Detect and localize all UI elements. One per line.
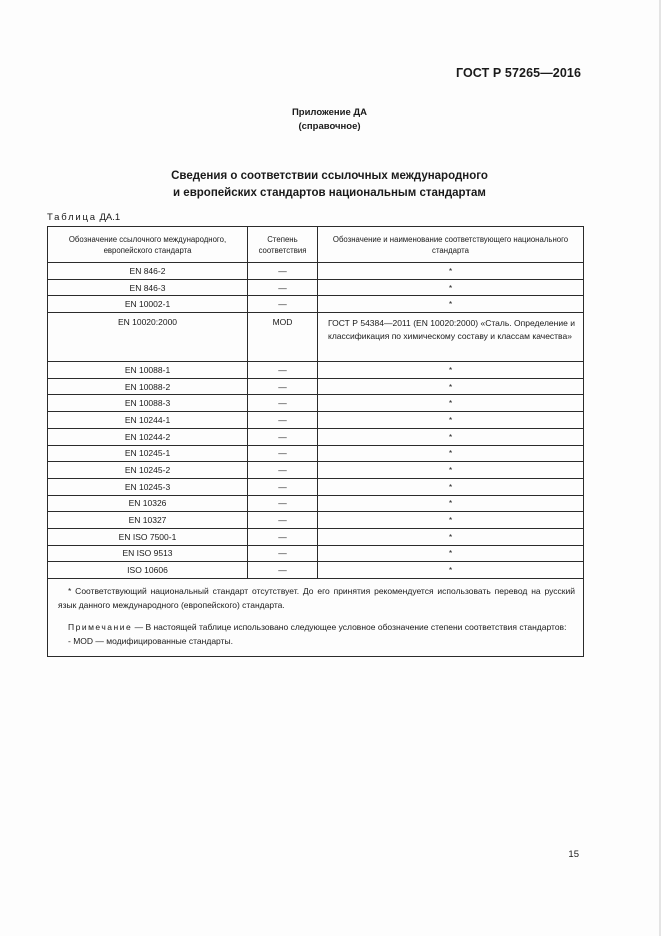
table-row <box>48 495 584 512</box>
cell-national: * <box>318 362 584 379</box>
cell-degree: — <box>248 512 318 529</box>
cell-degree: — <box>248 495 318 512</box>
table-caption-id: ДА.1 <box>99 212 121 223</box>
cell-standard: EN 10088-1 <box>48 362 248 379</box>
cell-standard: ISO 10606 <box>48 562 248 579</box>
table-row <box>48 296 584 313</box>
cell-degree: — <box>248 296 318 313</box>
table-row <box>48 428 584 445</box>
cell-degree: — <box>248 263 318 280</box>
cell-degree: — <box>248 428 318 445</box>
annex-title: Приложение ДА <box>291 107 368 118</box>
cell-standard: EN ISO 9513 <box>48 545 248 562</box>
cell-national: * <box>318 395 584 412</box>
section-title-line-2: и европейских стандартов национальным стандартам <box>173 187 486 199</box>
annex-heading <box>0 106 659 134</box>
table-row <box>48 412 584 429</box>
cell-national: * <box>318 512 584 529</box>
cell-standard: EN 10088-3 <box>48 395 248 412</box>
section-title <box>0 168 659 202</box>
cell-national: * <box>318 478 584 495</box>
cell-standard: EN ISO 7500-1 <box>48 528 248 545</box>
table-notes <box>48 579 584 657</box>
cell-national: * <box>318 263 584 280</box>
annex-kind: (справочное) <box>298 121 361 132</box>
footnote: * Соответствующий национальный стандарт отсутствует. До его принятия рекомендуется использовать перевод на русский язык данного международного (европейского) стандарта. <box>58 586 575 610</box>
table-row <box>48 279 584 296</box>
table-row <box>48 512 584 529</box>
cell-degree: — <box>248 562 318 579</box>
cell-degree: — <box>248 445 318 462</box>
table-row <box>48 478 584 495</box>
table-row <box>48 528 584 545</box>
table-row <box>48 395 584 412</box>
section-title-line-1: Сведения о соответствии ссылочных международного <box>171 170 488 182</box>
table-row <box>48 545 584 562</box>
header-degree: Степень соответствия <box>248 227 318 263</box>
table-row <box>48 313 584 362</box>
table-row <box>48 378 584 395</box>
document-code: ГОСТ Р 57265—2016 <box>455 66 581 80</box>
table-caption <box>47 212 120 223</box>
cell-national: ГОСТ Р 54384—2011 (EN 10020:2000) «Сталь. Определение и классификация по химическому составу и классам качества» <box>318 313 584 362</box>
cell-standard: EN 10245-2 <box>48 462 248 479</box>
note-item: - MOD — модифицированные стандарты. <box>68 636 233 646</box>
cell-national: * <box>318 428 584 445</box>
table-row <box>48 263 584 280</box>
cell-standard: EN 10327 <box>48 512 248 529</box>
cell-degree: — <box>248 279 318 296</box>
cell-national: * <box>318 296 584 313</box>
cell-national: * <box>318 562 584 579</box>
cell-degree: — <box>248 545 318 562</box>
cell-degree: — <box>248 362 318 379</box>
table-header-row <box>48 227 584 263</box>
cell-national: * <box>318 528 584 545</box>
cell-national: * <box>318 545 584 562</box>
cell-degree: — <box>248 395 318 412</box>
header-standard: Обозначение ссылочного международного, европейского стандарта <box>48 227 248 263</box>
cell-national: * <box>318 378 584 395</box>
cell-degree: MOD <box>248 313 318 362</box>
cell-standard: EN 10326 <box>48 495 248 512</box>
note-label: Примечание <box>68 622 133 632</box>
cell-degree: — <box>248 378 318 395</box>
cell-standard: EN 10245-3 <box>48 478 248 495</box>
table-row <box>48 362 584 379</box>
cell-national: * <box>318 445 584 462</box>
cell-national: * <box>318 495 584 512</box>
cell-standard: EN 10088-2 <box>48 378 248 395</box>
cell-degree: — <box>248 462 318 479</box>
cell-degree: — <box>248 528 318 545</box>
cell-standard: EN 10244-2 <box>48 428 248 445</box>
table-row <box>48 445 584 462</box>
header-national: Обозначение и наименование соответствующего национального стандарта <box>318 227 584 263</box>
correspondence-table <box>47 226 584 657</box>
cell-standard: EN 10002-1 <box>48 296 248 313</box>
note <box>58 620 575 634</box>
table-caption-word: Таблица <box>47 212 97 223</box>
cell-degree: — <box>248 412 318 429</box>
table-row <box>48 462 584 479</box>
note-text: — В настоящей таблице использовано следующее условное обозначение степени соответствия стандартов: <box>134 622 567 632</box>
cell-standard: EN 10244-1 <box>48 412 248 429</box>
table-notes-row <box>48 579 584 657</box>
table-body <box>48 263 584 657</box>
page-number: 15 <box>568 849 579 860</box>
table-row <box>48 562 584 579</box>
cell-standard: EN 846-2 <box>48 263 248 280</box>
cell-degree: — <box>248 478 318 495</box>
cell-standard: EN 10245-1 <box>48 445 248 462</box>
cell-national: * <box>318 462 584 479</box>
cell-national: * <box>318 279 584 296</box>
cell-national: * <box>318 412 584 429</box>
cell-standard: EN 846-3 <box>48 279 248 296</box>
cell-standard: EN 10020:2000 <box>48 313 248 362</box>
